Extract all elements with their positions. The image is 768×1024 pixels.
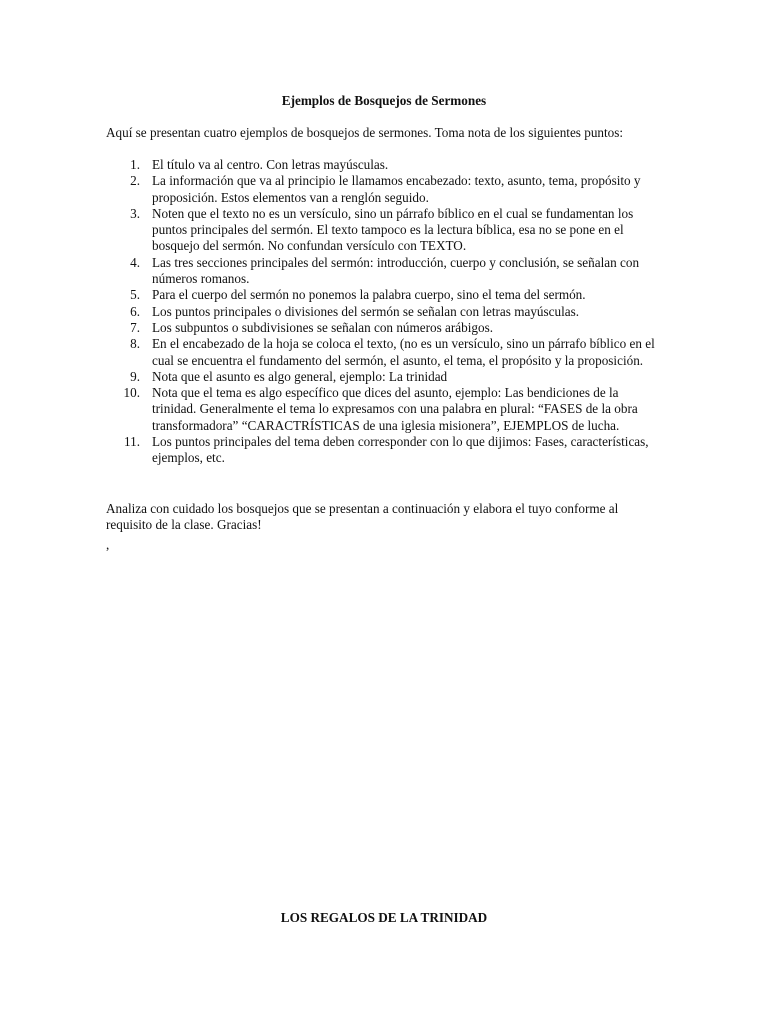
list-item-text: La información que va al principio le llamamos encabezado: texto, asunto, tema, propósito y proposición. Estos elementos van a renglón seguido. — [152, 173, 641, 205]
list-item-text: Los puntos principales o divisiones del sermón se señalan con letras mayúsculas. — [152, 303, 580, 319]
list-item-number: 3. — [130, 205, 140, 221]
list-item-number: 10. — [123, 385, 140, 401]
points-list — [106, 157, 666, 467]
list-item — [106, 320, 666, 336]
list-item-number: 5. — [130, 287, 140, 303]
sermon-title: LOS REGALOS DE LA TRINIDAD — [280, 910, 488, 925]
list-item-text: Nota que el asunto es algo general, ejemplo: La trinidad — [152, 368, 448, 384]
intro-paragraph: Aquí se presentan cuatro ejemplos de bosquejos de sermones. Toma nota de los siguientes puntos: — [106, 125, 624, 140]
list-item — [106, 206, 666, 255]
list-item-number: 11. — [124, 434, 140, 450]
list-item — [106, 385, 666, 434]
list-item-number: 7. — [130, 319, 140, 335]
list-item-text: Para el cuerpo del sermón no ponemos la palabra cuerpo, sino el tema del sermón. — [152, 287, 586, 303]
list-item — [106, 369, 666, 385]
list-item-text: Noten que el texto no es un versículo, sino un párrafo bíblico en el cual se fundamentan los puntos principales del sermón. El texto tampoco es la lectura bíblica, esa no se pone en el bosquejo del sermón. No confundan versículo con TEXTO. — [152, 205, 634, 254]
stray-mark: , — [106, 537, 110, 552]
list-item-number: 1. — [130, 157, 140, 172]
list-item-text: Los subpuntos o subdivisiones se señalan con números arábigos. — [152, 319, 494, 335]
page-title: Ejemplos de Bosquejos de Sermones — [281, 93, 487, 108]
list-item-text: En el encabezado de la hoja se coloca el texto, (no es un versículo, sino un párrafo bíblico en el cual se encuentra el fundamento del sermón, el asunto, el tema, el propósito y la proposición. — [152, 336, 655, 368]
list-item-text: Nota que el tema es algo específico que dices del asunto, ejemplo: Las bendiciones de la trinidad. Generalmente el tema lo expresamos con una palabra en plural: “FASES de la obra transformadora” “CARACTRÍSTICAS de una iglesia misionera”, EJEMPLOS de lucha. — [152, 385, 638, 433]
list-item-text: Los puntos principales del tema deben corresponder con lo que dijimos: Fases, características, ejemplos, etc. — [152, 434, 649, 466]
list-item-text: El título va al centro. Con letras mayúsculas. — [152, 157, 389, 172]
closing-paragraph: Analiza con cuidado los bosquejos que se presentan a continuación y elabora el tuyo conforme al requisito de la clase. Gracias! — [106, 501, 619, 533]
list-item — [106, 157, 666, 173]
list-item-number: 9. — [130, 368, 140, 384]
list-item — [106, 287, 666, 303]
list-item-number: 6. — [130, 303, 140, 319]
list-item — [106, 173, 666, 206]
list-item — [106, 434, 666, 467]
list-item — [106, 304, 666, 320]
list-item-number: 4. — [130, 254, 140, 270]
list-item-number: 2. — [130, 173, 140, 189]
list-item — [106, 255, 666, 288]
list-item — [106, 336, 666, 369]
list-item-number: 8. — [130, 336, 140, 352]
list-item-text: Las tres secciones principales del sermón: introducción, cuerpo y conclusión, se señalan con números romanos. — [152, 254, 640, 287]
